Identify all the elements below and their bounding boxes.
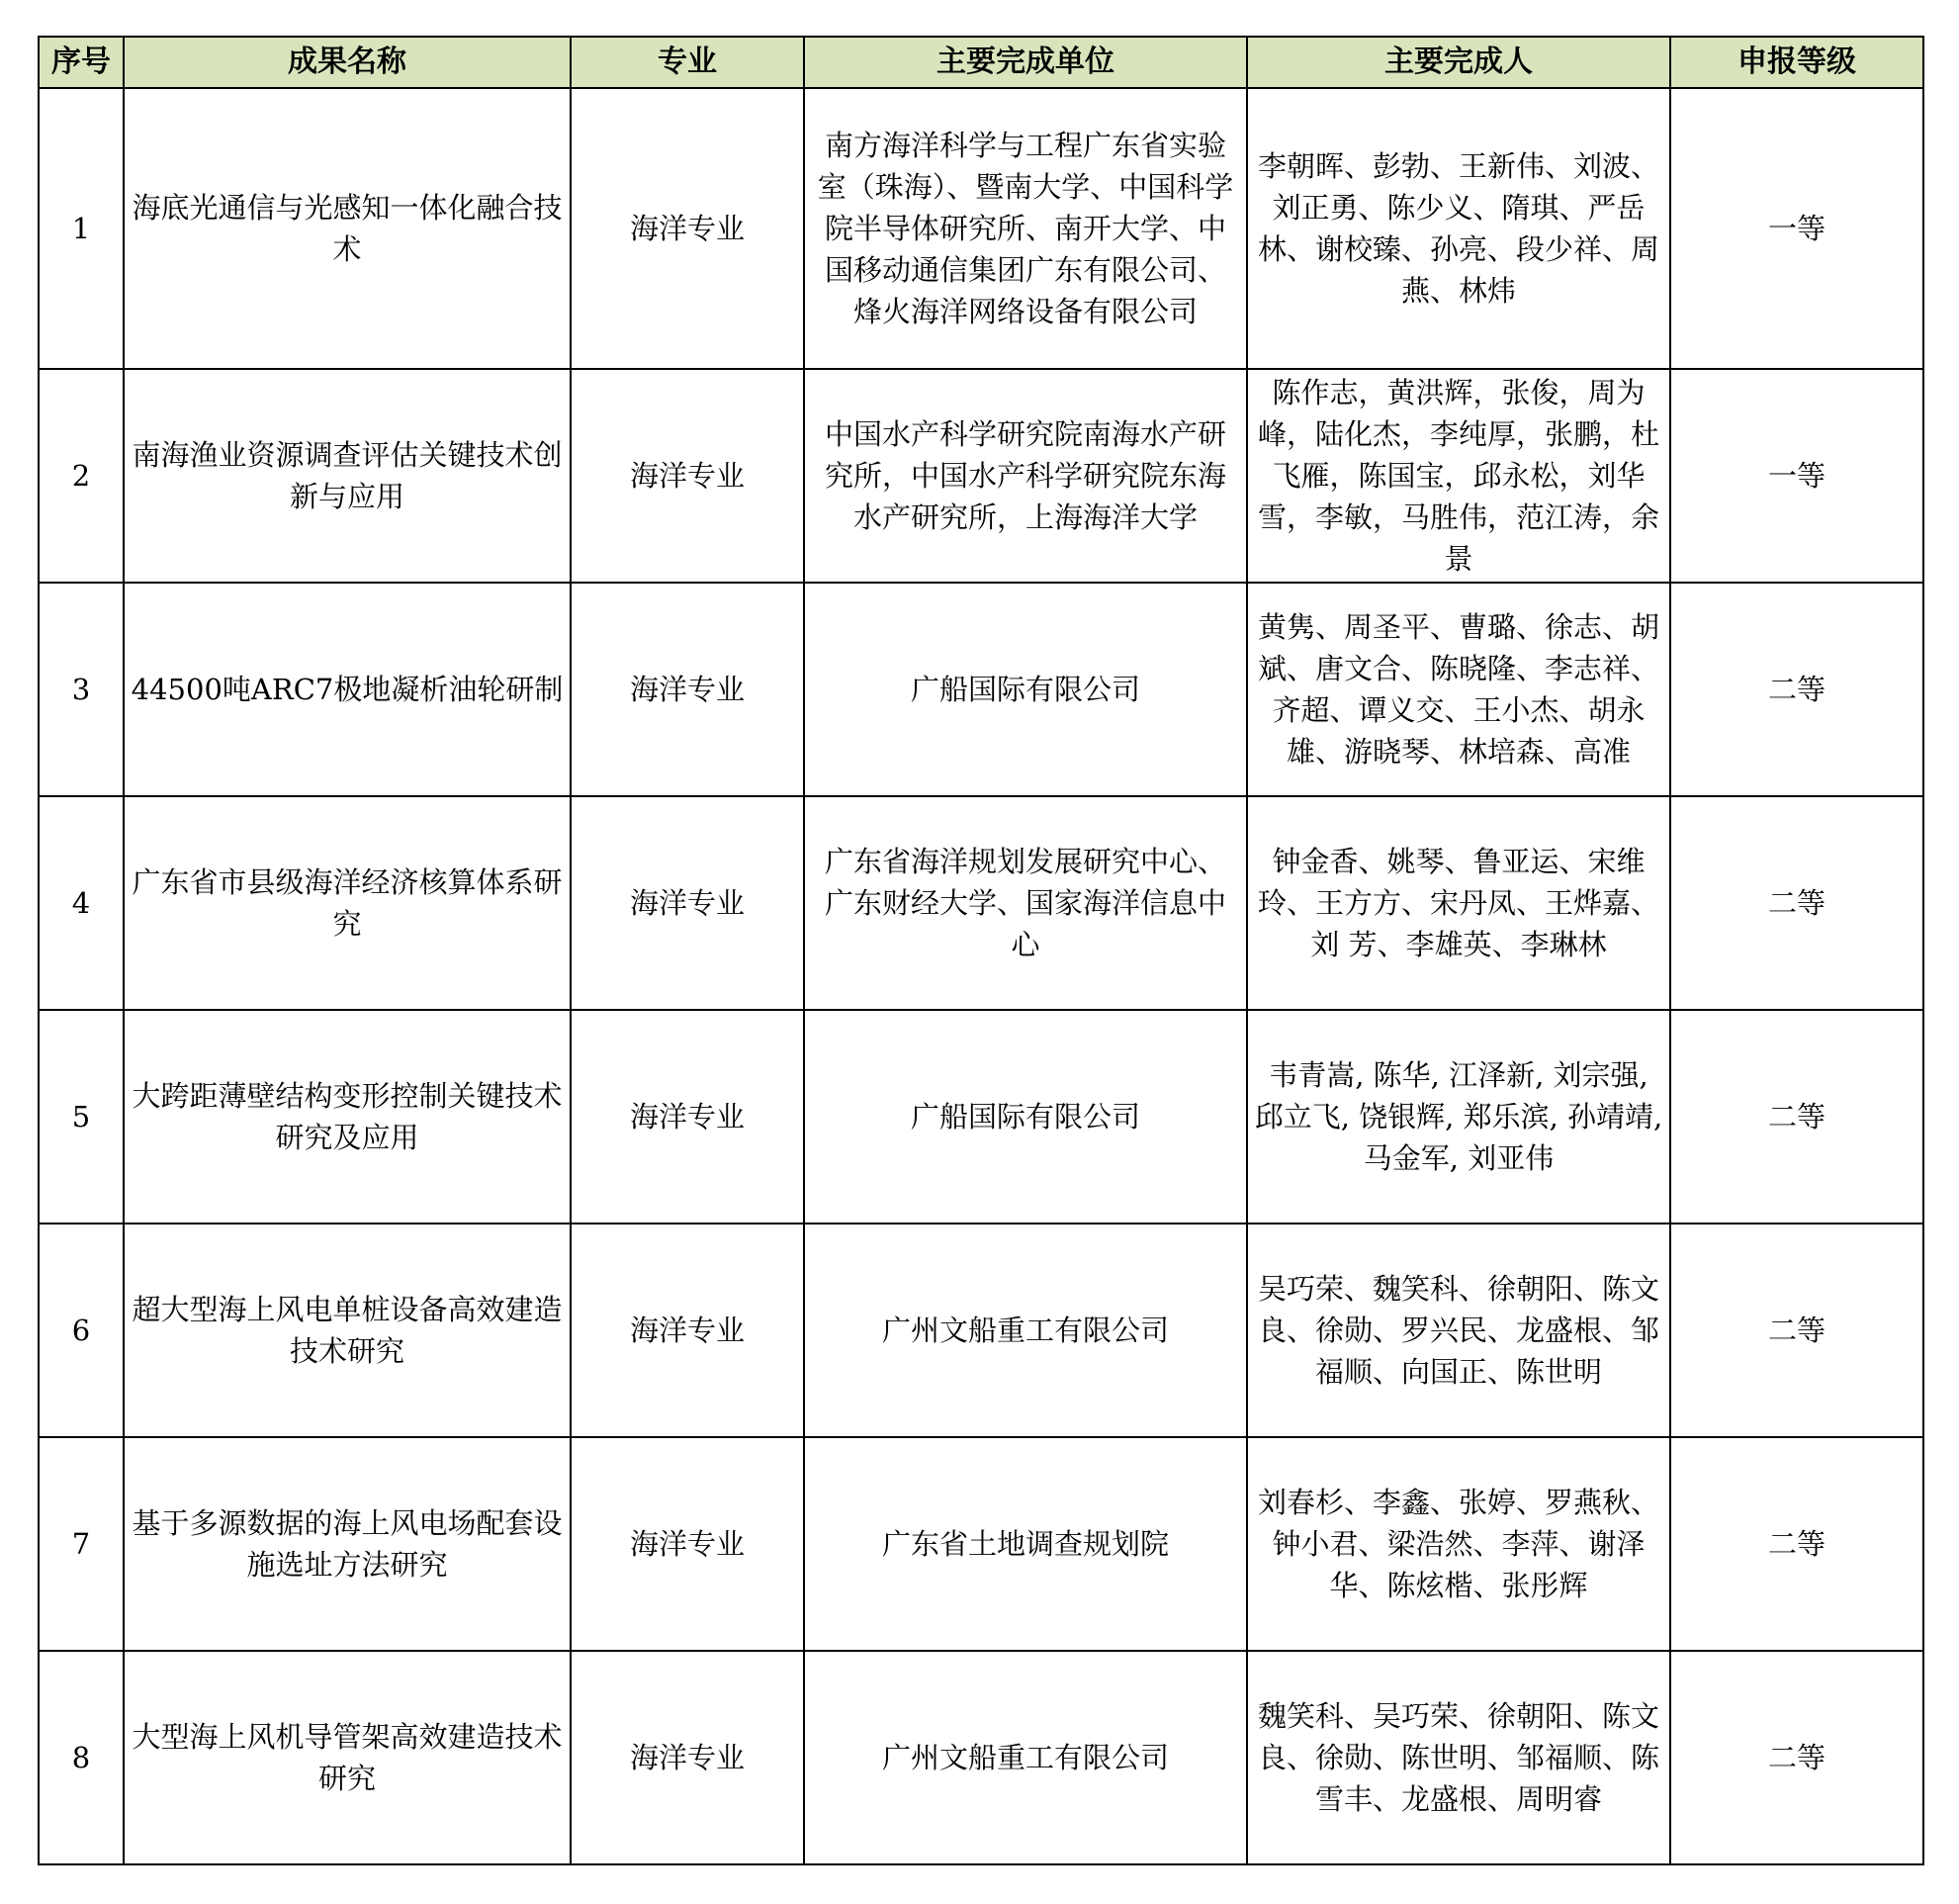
cell-unit: 广州文船重工有限公司 [804,1224,1247,1437]
cell-no: 4 [39,796,124,1010]
cell-level: 一等 [1670,88,1923,369]
cell-no: 2 [39,369,124,583]
cell-unit: 广船国际有限公司 [804,583,1247,796]
table-row [39,796,1923,1010]
cell-name: 大型海上风机导管架高效建造技术研究 [124,1651,571,1864]
cell-unit: 广州文船重工有限公司 [804,1651,1247,1864]
cell-name: 广东省市县级海洋经济核算体系研究 [124,796,571,1010]
cell-name: 大跨距薄壁结构变形控制关键技术研究及应用 [124,1010,571,1224]
cell-major: 海洋专业 [571,88,804,369]
table-row [39,583,1923,796]
cell-major: 海洋专业 [571,1437,804,1651]
cell-name: 基于多源数据的海上风电场配套设施选址方法研究 [124,1437,571,1651]
cell-major: 海洋专业 [571,369,804,583]
table-row [39,88,1923,369]
header-no: 序号 [39,37,124,88]
cell-level: 二等 [1670,1010,1923,1224]
header-major: 专业 [571,37,804,88]
cell-no: 1 [39,88,124,369]
cell-name: 44500吨ARC7极地凝析油轮研制 [124,583,571,796]
cell-name: 南海渔业资源调查评估关键技术创新与应用 [124,369,571,583]
achievement-table [38,36,1924,1865]
header-unit: 主要完成单位 [804,37,1247,88]
cell-no: 7 [39,1437,124,1651]
header-level: 申报等级 [1670,37,1923,88]
cell-no: 8 [39,1651,124,1864]
table-row [39,1224,1923,1437]
achievement-table-sheet [38,36,1924,1865]
cell-level: 一等 [1670,369,1923,583]
table-row [39,1651,1923,1864]
cell-level: 二等 [1670,796,1923,1010]
cell-name: 海底光通信与光感知一体化融合技术 [124,88,571,369]
table-row [39,1010,1923,1224]
cell-person: 韦青嵩, 陈华, 江泽新, 刘宗强, 邱立飞, 饶银辉, 郑乐滨, 孙靖靖, 马金军, 刘亚伟 [1247,1010,1670,1224]
cell-person: 黄隽、周圣平、曹璐、徐志、胡斌、唐文合、陈晓隆、李志祥、齐超、谭义交、王小杰、胡永雄、游晓琴、林培森、高准 [1247,583,1670,796]
cell-person: 陈作志，黄洪辉，张俊，周为峰，陆化杰，李纯厚，张鹏，杜飞雁，陈国宝，邱永松，刘华雪，李敏，马胜伟，范江涛，余景 [1247,369,1670,583]
table-row [39,1437,1923,1651]
header-person: 主要完成人 [1247,37,1670,88]
cell-person: 魏笑科、吴巧荣、徐朝阳、陈文良、徐勋、陈世明、邹福顺、陈雪丰、龙盛根、周明睿 [1247,1651,1670,1864]
cell-level: 二等 [1670,1224,1923,1437]
cell-major: 海洋专业 [571,1651,804,1864]
cell-major: 海洋专业 [571,583,804,796]
cell-person: 吴巧荣、魏笑科、徐朝阳、陈文良、徐勋、罗兴民、龙盛根、邹福顺、向国正、陈世明 [1247,1224,1670,1437]
cell-level: 二等 [1670,1437,1923,1651]
cell-no: 5 [39,1010,124,1224]
cell-unit: 广船国际有限公司 [804,1010,1247,1224]
cell-unit: 南方海洋科学与工程广东省实验室（珠海）、暨南大学、中国科学院半导体研究所、南开大学、中国移动通信集团广东有限公司、烽火海洋网络设备有限公司 [804,88,1247,369]
cell-unit: 广东省海洋规划发展研究中心、广东财经大学、国家海洋信息中心 [804,796,1247,1010]
cell-unit: 中国水产科学研究院南海水产研究所，中国水产科学研究院东海水产研究所，上海海洋大学 [804,369,1247,583]
cell-major: 海洋专业 [571,1010,804,1224]
cell-no: 3 [39,583,124,796]
cell-level: 二等 [1670,1651,1923,1864]
cell-name: 超大型海上风电单桩设备高效建造技术研究 [124,1224,571,1437]
header-name: 成果名称 [124,37,571,88]
cell-major: 海洋专业 [571,1224,804,1437]
cell-unit: 广东省土地调查规划院 [804,1437,1247,1651]
table-header-row [39,37,1923,88]
cell-person: 刘春杉、李鑫、张婷、罗燕秋、钟小君、梁浩然、李萍、谢泽华、陈炫楷、张彤辉 [1247,1437,1670,1651]
cell-no: 6 [39,1224,124,1437]
table-row [39,369,1923,583]
cell-person: 钟金香、姚琴、鲁亚运、宋维玲、王方方、宋丹凤、王烨嘉、刘 芳、李雄英、李琳林 [1247,796,1670,1010]
cell-person: 李朝晖、彭勃、王新伟、刘波、刘正勇、陈少义、隋琪、严岳林、谢校臻、孙亮、段少祥、周燕、林炜 [1247,88,1670,369]
cell-level: 二等 [1670,583,1923,796]
cell-major: 海洋专业 [571,796,804,1010]
